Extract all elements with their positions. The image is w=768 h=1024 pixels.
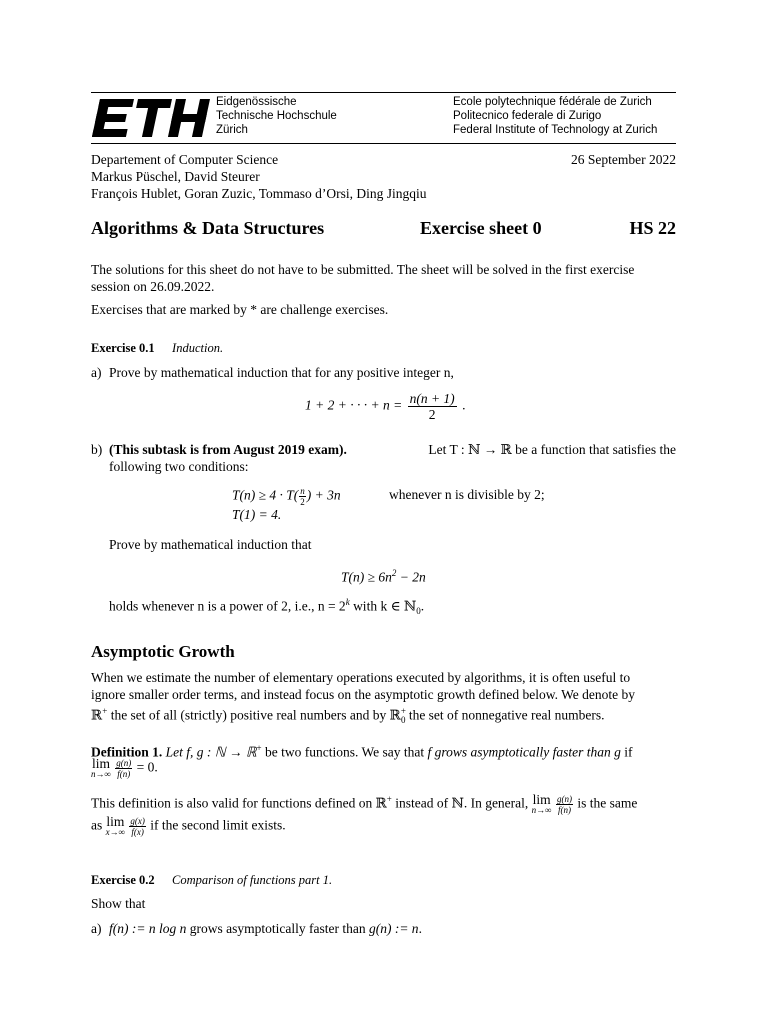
- header-fr-block: [453, 95, 657, 137]
- ex01-b-text: Let T : ℕ → ℝ be a function that satisfies the: [428, 442, 676, 457]
- header-de-line-1: Eidgenössische: [216, 96, 297, 108]
- prove-text: Prove by mathematical induction that: [109, 537, 312, 552]
- ex01-a-marker: a): [91, 365, 102, 380]
- department: Departement of Computer Science: [91, 152, 279, 167]
- exercise-0-1-heading: [91, 339, 223, 357]
- definition-1-remark-line-1: This definition is also valid for functions defined on ℝ+ instead of ℕ. In general, lim n→∞ $\frac{g(n)}{f(n)}$ is the same: [91, 791, 638, 815]
- intro-paragraph: [91, 261, 676, 295]
- holds-text-end: .: [420, 598, 425, 614]
- holds-text-main: holds whenever n is a power of 2, i.e., n = 2: [109, 598, 346, 614]
- header-de-line-3: Zürich: [216, 124, 248, 136]
- ex02-a-g: g(n) := n: [368, 921, 419, 936]
- remark-text-c: is the same: [573, 795, 638, 811]
- remark-text-a: This definition is also valid for functions defined on ℝ: [91, 795, 387, 811]
- sheet-title: Exercise sheet 0: [420, 218, 542, 238]
- exercise-0-2-heading: [91, 871, 332, 889]
- ex01-b-text2: following two conditions:: [109, 459, 249, 474]
- condition-1-note: whenever n is divisible by 2;: [389, 487, 545, 502]
- ex01-b-bold: (This subtask is from August 2019 exam).: [109, 442, 347, 457]
- asymptotic-growth-heading: Asymptotic Growth: [91, 642, 235, 661]
- ex01-b-paragraph: [109, 441, 676, 475]
- sheet-date: 26 September 2022: [571, 152, 676, 167]
- holds-text: holds whenever n is a power of 2, i.e., $n = 2^k$ with k ∈ ℕ$_0$.: [109, 597, 425, 617]
- authors-line-2: François Hublet, Goran Zuzic, Tommaso d’Orsi, Ding Jingqiu: [91, 186, 427, 201]
- header-de-line-2: Technische Hochschule: [216, 110, 337, 122]
- asym-line-3b: the set of nonnegative real numbers.: [405, 707, 605, 723]
- remark-text-d: if the second limit exists.: [146, 817, 286, 833]
- header-top-rule: [91, 92, 676, 93]
- header-fr-line-2: Politecnico federale di Zurigo: [453, 110, 602, 122]
- ex01-b-marker: b): [91, 442, 103, 457]
- term-label: HS 22: [629, 218, 676, 238]
- definition-1-text-b: be two functions. We say that: [261, 744, 428, 760]
- asym-line-2: ignore smaller order terms, and instead focus on the asymptotic growth defined below. We denote by: [91, 687, 636, 702]
- remark-text-as: as: [91, 817, 103, 833]
- ex02-a-text: [109, 920, 422, 937]
- definition-1-label: Definition 1.: [91, 744, 163, 760]
- claim-formula: $T(n) \ge 6n^2 - 2n$: [341, 568, 426, 585]
- ex02-a-marker: a): [91, 921, 102, 936]
- header-bottom-rule: [91, 143, 676, 144]
- exercise-0-2-topic: Comparison of functions part 1.: [172, 873, 333, 887]
- ex02-a-end: .: [418, 921, 422, 936]
- ex02-show-that: Show that: [91, 896, 146, 911]
- ex02-a-f: f(n) := n log n: [109, 921, 187, 936]
- definition-1-limit-tail: = 0.: [133, 759, 158, 775]
- intro-line-2: session on 26.09.2022.: [91, 279, 215, 294]
- exercise-sheet-page: [91, 0, 676, 1024]
- definition-1-text-a: Let f, g : ℕ → ℝ: [165, 744, 257, 760]
- intro-challenge-note: Exercises that are marked by * are challenge exercises.: [91, 302, 389, 317]
- ex02-a-mid: grows asymptotically faster than: [186, 921, 369, 936]
- definition-1-emph: f grows asymptotically faster than g: [427, 744, 621, 760]
- definition-1: Definition 1. Let f, g : ℕ → ℝ+ be two functions. We say that f grows asymptotically faster than g if: [91, 743, 633, 760]
- asym-line-3a: the set of all (strictly) positive real numbers and by: [107, 707, 390, 723]
- condition-2-formula: T(1) = 4.: [232, 507, 282, 522]
- intro-line-1: The solutions for this sheet do not have to be submitted. The sheet will be solved in the first exercise: [91, 262, 635, 277]
- asym-line-3: ℝ+ the set of all (strictly) positive real numbers and by ℝ+$_0$ the set of nonnegative real numbers.: [91, 706, 605, 726]
- authors-line-1: Markus Püschel, David Steurer: [91, 169, 260, 184]
- exercise-0-2-label: Exercise 0.2: [91, 873, 155, 887]
- definition-1-remark-line-2: as lim x→∞ $\frac{g(x)}{f(x)}$ if the second limit exists.: [91, 814, 286, 837]
- ex01-a-text: Prove by mathematical induction that for any positive integer n,: [109, 365, 454, 380]
- condition-1-formula: T(n) ≥ 4 · T( $\frac{n}{2}$ ) + 3n: [232, 486, 341, 507]
- header-fr-line-3: Federal Institute of Technology at Zurich: [453, 124, 658, 136]
- definition-1-text-c: if: [620, 744, 633, 760]
- exercise-0-1-label: Exercise 0.1: [91, 341, 155, 355]
- exercise-0-1-topic: Induction.: [172, 341, 224, 355]
- eth-logo: [92, 99, 210, 137]
- remark-text-b: instead of ℕ. In general,: [391, 795, 529, 811]
- course-title: Algorithms & Data Structures: [91, 218, 325, 238]
- asym-line-1: When we estimate the number of elementary operations executed by algorithms, it is often useful to: [91, 670, 631, 685]
- sum-formula: 1 + 2 + · · · + n = $\frac{n(n + 1)}{2}$ .: [305, 391, 466, 422]
- holds-text-tail: with k ∈ ℕ: [349, 598, 417, 614]
- definition-1-limit: lim n→∞ $\frac{g(n)}{f(n)}$ = 0.: [91, 756, 158, 779]
- header-fr-line-1: Ecole polytechnique fédérale de Zurich: [453, 96, 652, 108]
- asymptotic-paragraph: [91, 669, 676, 729]
- header-de-block: [216, 95, 337, 137]
